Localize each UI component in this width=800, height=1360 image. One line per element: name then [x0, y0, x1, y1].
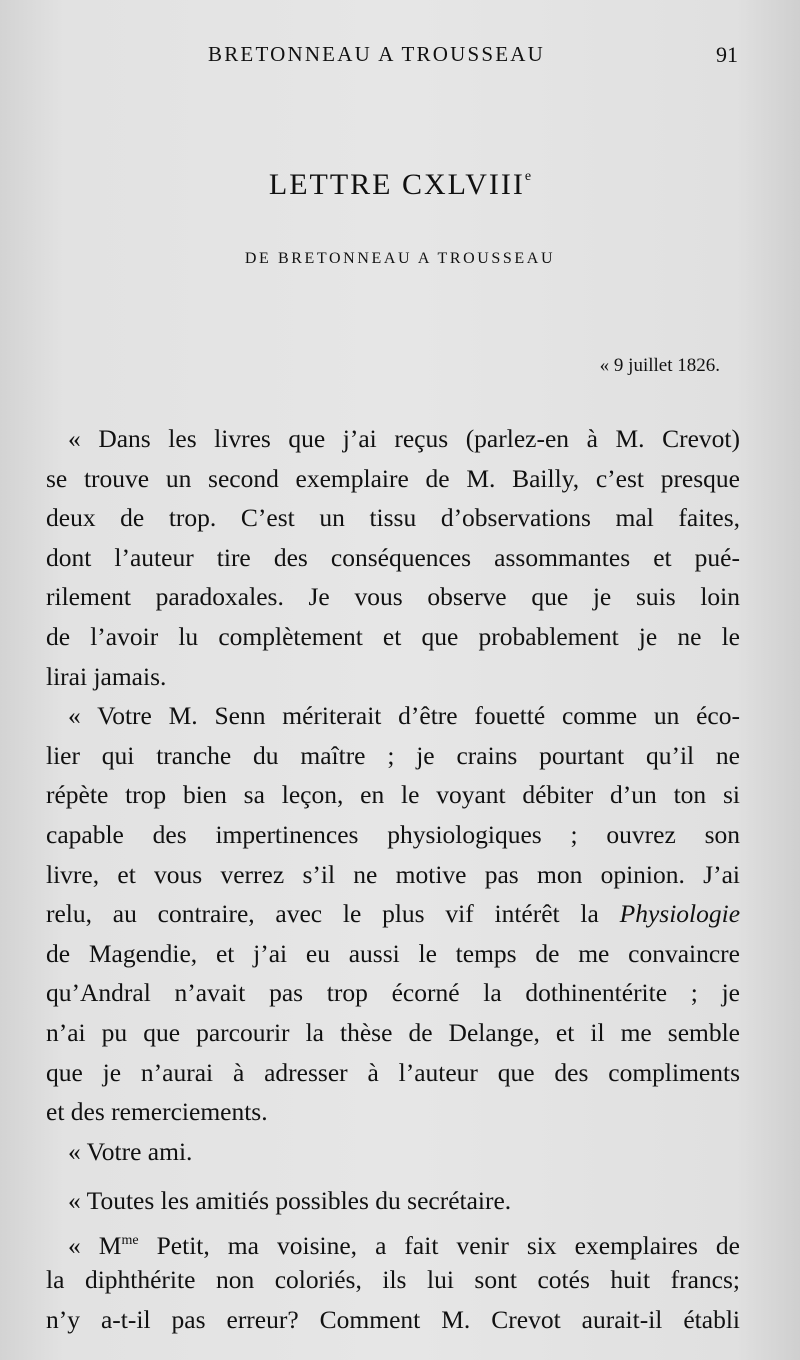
- body-line: que je n’aurai à adresser à l’auteur que des compliments: [46, 1057, 740, 1087]
- body-line-with-superscript: [46, 1221, 740, 1261]
- postscript-line: « Toutes les amitiés possibles du secrétaire.: [68, 1186, 512, 1216]
- letter-title-text: LETTRE CXLVIII: [268, 168, 525, 201]
- body-line-with-italic: [46, 894, 740, 934]
- book-title-physiologie: Physiologie: [619, 899, 741, 929]
- body-line-text: relu, au contraire, avec le plus vif intérêt la: [46, 899, 599, 929]
- body-line: se trouve un second exemplaire de M. Bailly, c’est presque: [46, 463, 740, 493]
- running-head: [0, 42, 800, 72]
- letter-title-superscript: e: [524, 169, 532, 184]
- body-line: capable des impertinences physiologiques ; ouvrez son: [46, 819, 740, 849]
- body-line: n’ai pu que parcourir la thèse de Delange, et il me semble: [46, 1017, 740, 1047]
- body-line-text: « M: [68, 1230, 122, 1260]
- body-line: rilement paradoxales. Je vous observe que je suis loin: [46, 582, 740, 612]
- body-line: lirai jamais.: [46, 661, 167, 691]
- letter-subtitle: DE BRETONNEAU A TROUSSEAU: [244, 250, 556, 267]
- closing-line: « Votre ami.: [68, 1136, 193, 1166]
- body-line: dont l’auteur tire des conséquences assommantes et pué-: [46, 542, 740, 572]
- letter-body: [46, 419, 740, 1340]
- body-line: lier qui tranche du maître ; je crains pourtant qu’il ne: [46, 740, 740, 770]
- body-line: de l’avoir lu complètement et que probablement je ne le: [46, 621, 740, 651]
- letter-dateline: « 9 juillet 1826.: [599, 355, 720, 376]
- body-line-text: Petit, ma voisine, a fait venir six exemplaires de: [138, 1230, 740, 1260]
- body-line: livre, et vous verrez s’il ne motive pas mon opinion. J’ai: [46, 859, 740, 889]
- body-line: répète trop bien sa leçon, en le voyant débiter d’un ton si: [46, 780, 740, 810]
- body-line: de Magendie, et j’ai eu aussi le temps de me convaincre: [46, 938, 740, 968]
- letter-title: [0, 168, 800, 202]
- body-line: et des remerciements.: [46, 1097, 268, 1127]
- body-line: « Dans les livres que j’ai reçus (parlez-en à M. Crevot): [68, 424, 740, 453]
- madame-superscript: me: [121, 1232, 139, 1248]
- body-line: « Votre M. Senn mériterait d’être fouetté comme un éco-: [68, 701, 740, 731]
- body-line: deux de trop. C’est un tissu d’observations mal faites,: [46, 503, 740, 533]
- body-line: n’y a-t-il pas erreur? Comment M. Crevot aurait-il établi: [46, 1305, 740, 1335]
- body-line: la diphthérite non coloriés, ils lui sont cotés huit francs;: [46, 1265, 740, 1295]
- page-number: 91: [716, 42, 738, 67]
- running-title: BRETONNEAU A TROUSSEAU: [208, 42, 545, 66]
- body-line: qu’Andral n’avait pas trop écorné la dothinentérite ; je: [46, 978, 740, 1008]
